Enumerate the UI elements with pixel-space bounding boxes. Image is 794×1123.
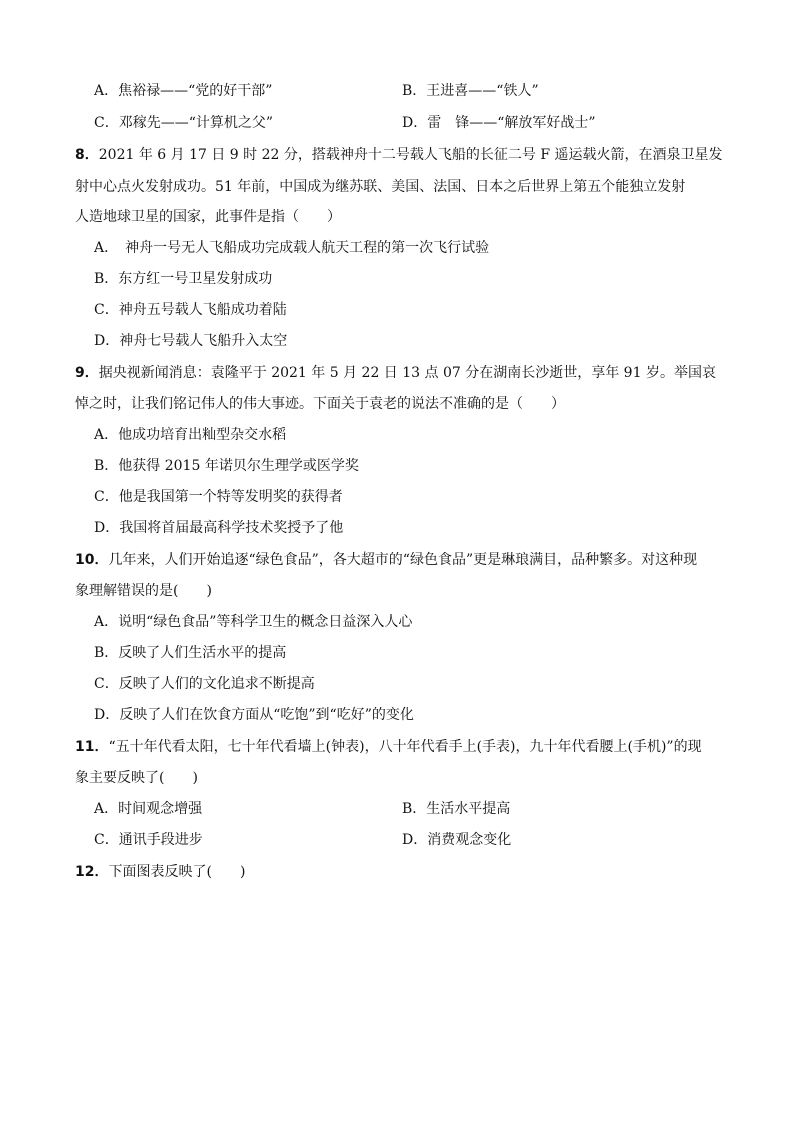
q8-option-b: B．东方红一号卫星发射成功 bbox=[94, 271, 273, 287]
q10-option-c: C．反映了人们的文化追求不断提高 bbox=[94, 676, 315, 692]
q12-number: 12． bbox=[75, 864, 109, 880]
q11-option-b: B．生活水平提高 bbox=[402, 801, 511, 817]
q11-stem-text-1: “五十年代看太阳，七十年代看墙上(钟表)，八十年代看手上(手表)，九十年代看腰上(手机)”的现 bbox=[108, 739, 702, 755]
q7-option-b: B．王进喜——“铁人” bbox=[402, 83, 539, 99]
q7-option-d: D．雷 锋——“解放军好战士” bbox=[402, 115, 596, 131]
q8-option-d: D．神舟七号载人飞船升入太空 bbox=[94, 333, 288, 349]
q11-option-d: D．消费观念变化 bbox=[402, 832, 512, 848]
q8-stem-line-3: 人造地球卫星的国家，此事件是指（ ） bbox=[75, 209, 341, 225]
q7-option-c: C．邓稼先——“计算机之父” bbox=[94, 115, 274, 131]
q9-option-a: A．他成功培育出籼型杂交水稻 bbox=[94, 427, 287, 443]
q11-stem-line-1 bbox=[75, 737, 715, 757]
q9-number: 9． bbox=[75, 365, 99, 381]
q12-stem-text-1: 下面图表反映了( ) bbox=[108, 864, 246, 880]
q9-stem-line-2: 悼之时，让我们铭记伟人的伟大事迹。下面关于袁老的说法不准确的是（ ） bbox=[75, 396, 565, 412]
q9-option-b: B．他获得 2015 年诺贝尔生理学或医学奖 bbox=[94, 458, 359, 474]
q11-number: 11． bbox=[75, 739, 109, 755]
q11-stem-line-2: 象主要反映了( ) bbox=[75, 770, 198, 786]
q11-option-c: C．通讯手段进步 bbox=[94, 832, 203, 848]
q8-stem-line-2: 射中心点火发射成功。51 年前，中国成为继苏联、美国、法国、日本之后世界上第五个能独立发射 bbox=[75, 179, 686, 195]
q10-stem-text-1: 几年来，人们开始追逐“绿色食品”，各大超市的“绿色食品”更是琳琅满目，品种繁多。对这种现 bbox=[108, 552, 698, 568]
q8-stem-text-1: 2021 年 6 月 17 日 9 时 22 分，搭载神舟十二号载人飞船的长征二号 F 遥运载火箭，在酒泉卫星发 bbox=[98, 147, 723, 163]
q10-option-b: B．反映了人们生活水平的提高 bbox=[94, 645, 287, 661]
q10-stem-line-2: 象理解错误的是( ) bbox=[75, 583, 212, 599]
q9-option-d: D．我国将首届最高科学技术奖授予了他 bbox=[94, 520, 344, 536]
q10-option-a: A．说明“绿色食品”等科学卫生的概念日益深入人心 bbox=[94, 614, 413, 630]
q9-stem-text-1: 据央视新闻消息：袁隆平于 2021 年 5 月 22 日 13 点 07 分在湖南长沙逝世，享年 91 岁。举国哀 bbox=[98, 365, 716, 381]
q8-number: 8． bbox=[75, 147, 99, 163]
q10-stem-line-1 bbox=[75, 550, 715, 570]
q9-stem-line-1 bbox=[75, 363, 715, 383]
q10-option-d: D．反映了人们在饮食方面从“吃饱”到“吃好”的变化 bbox=[94, 707, 414, 723]
q10-number: 10． bbox=[75, 552, 109, 568]
q9-option-c: C．他是我国第一个特等发明奖的获得者 bbox=[94, 489, 343, 505]
q11-option-a: A．时间观念增强 bbox=[94, 801, 203, 817]
q12-stem-line-1 bbox=[75, 862, 715, 882]
q7-option-a: A．焦裕禄——“党的好干部” bbox=[94, 83, 273, 99]
q8-option-a: A． 神舟一号无人飞船成功完成载人航天工程的第一次飞行试验 bbox=[94, 240, 490, 256]
q8-stem-line-1 bbox=[75, 145, 723, 165]
q8-option-c: C．神舟五号载人飞船成功着陆 bbox=[94, 302, 287, 318]
